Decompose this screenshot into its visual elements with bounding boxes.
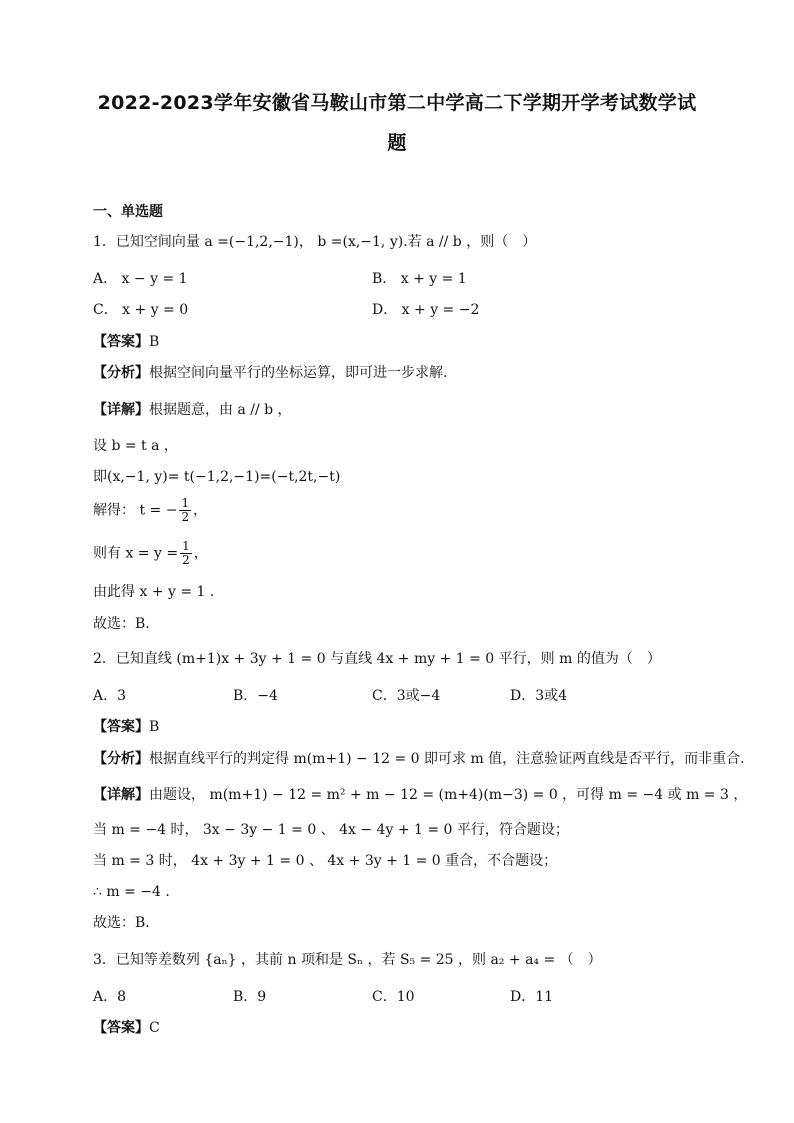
q2-analysis <box>93 750 745 768</box>
answer-value: B <box>149 334 160 350</box>
answer-value: B <box>149 719 160 735</box>
q1-option-b: B． x + y = 1 <box>372 271 467 287</box>
answer-value: C <box>149 1020 160 1036</box>
q3-answer <box>93 1019 160 1037</box>
section-label: 一、单选题 <box>93 204 163 220</box>
q2-stem: 2．已知直线 (m+1)x + 3y + 1 = 0 与直线 4x + my + 1 = 0 平行，则 m 的值为（ ） <box>93 651 661 667</box>
q1-answer <box>93 333 159 351</box>
q1-detail <box>93 401 292 419</box>
analysis-tag: 【分析】 <box>93 365 149 381</box>
detail-tag: 【详解】 <box>93 402 149 418</box>
q3-option-b: B．9 <box>233 989 267 1005</box>
fraction-numerator: 1 <box>182 539 190 553</box>
answer-tag: 【答案】 <box>93 719 149 735</box>
q1-step3-post: ， <box>193 502 208 519</box>
analysis-tag: 【分析】 <box>93 751 149 767</box>
q2-answer <box>93 718 159 736</box>
q3-stem: 3．已知等差数列 {aₙ} ，其前 n 项和是 Sₙ ，若 S₅ = 25 ，则 a₂ + a₄ = （ ） <box>93 952 602 968</box>
q1-step1: 设 b = t a ， <box>93 438 178 454</box>
fraction-denominator: 2 <box>182 553 190 567</box>
q2-choose: 故选：B. <box>93 915 150 931</box>
q1-step3 <box>93 497 207 524</box>
q2-step3: ∴ m = −4 . <box>93 884 170 900</box>
answer-tag: 【答案】 <box>93 1020 149 1036</box>
answer-tag: 【答案】 <box>93 334 149 350</box>
q1-stem: 1．已知空间向量 a =(−1,2,−1)， b =(x,−1, y).若 a // b ，则（ ） <box>93 234 537 250</box>
fraction-numerator: 1 <box>181 496 190 510</box>
q1-step2: 即(x,−1, y)= t(−1,2,−1)=(−t,2t,−t) <box>93 469 341 485</box>
q2-option-a: A．3 <box>93 688 127 704</box>
q2-option-c: C．3或−4 <box>372 688 441 704</box>
q2-step1: 当 m = −4 时， 3x − 3y − 1 = 0 、 4x − 4y + 1 = 0 平行，符合题设； <box>93 822 569 838</box>
q1-option-a: A． x − y = 1 <box>93 271 188 287</box>
detail-text: 由题设， m(m+1) − 12 = m² + m − 12 = (m+4)(m−3) = 0 ，可得 m = −4 或 m = 3 ， <box>149 787 748 803</box>
fraction <box>179 497 191 524</box>
q1-analysis <box>93 364 447 382</box>
q1-step3-pre: 解得： t = − <box>93 502 178 519</box>
q1-option-c: C． x + y = 0 <box>93 302 189 318</box>
q2-detail <box>93 786 747 804</box>
q3-option-d: D．11 <box>510 989 554 1005</box>
q1-step4-pre: 则有 x = y = <box>93 545 179 562</box>
q1-option-d: D． x + y = −2 <box>372 302 480 318</box>
q3-option-c: C．10 <box>372 989 415 1005</box>
q2-option-d: D．3或4 <box>510 688 568 704</box>
detail-text: 根据题意，由 a // b ， <box>149 402 292 418</box>
q2-step2: 当 m = 3 时， 4x + 3y + 1 = 0 、 4x + 3y + 1 = 0 重合，不合题设； <box>93 853 558 869</box>
q2-option-b: B．−4 <box>233 688 278 704</box>
q1-step4-post: ， <box>193 545 208 562</box>
detail-tag: 【详解】 <box>93 787 149 803</box>
fraction <box>180 540 192 567</box>
doc-title-line2: 题 <box>387 132 407 154</box>
q3-option-a: A．8 <box>93 989 127 1005</box>
q1-step5: 由此得 x + y = 1 . <box>93 584 215 600</box>
analysis-text: 根据直线平行的判定得 m(m+1) − 12 = 0 即可求 m 值，注意验证两直线是否平行，而非重合. <box>149 751 745 767</box>
doc-title-line1: 2022-2023学年安徽省马鞍山市第二中学高二下学期开学考试数学试 <box>97 92 697 114</box>
fraction-denominator: 2 <box>181 510 190 524</box>
q1-step4 <box>93 540 208 567</box>
q1-choose: 故选：B. <box>93 616 150 632</box>
analysis-text: 根据空间向量平行的坐标运算，即可进一步求解. <box>149 365 448 381</box>
